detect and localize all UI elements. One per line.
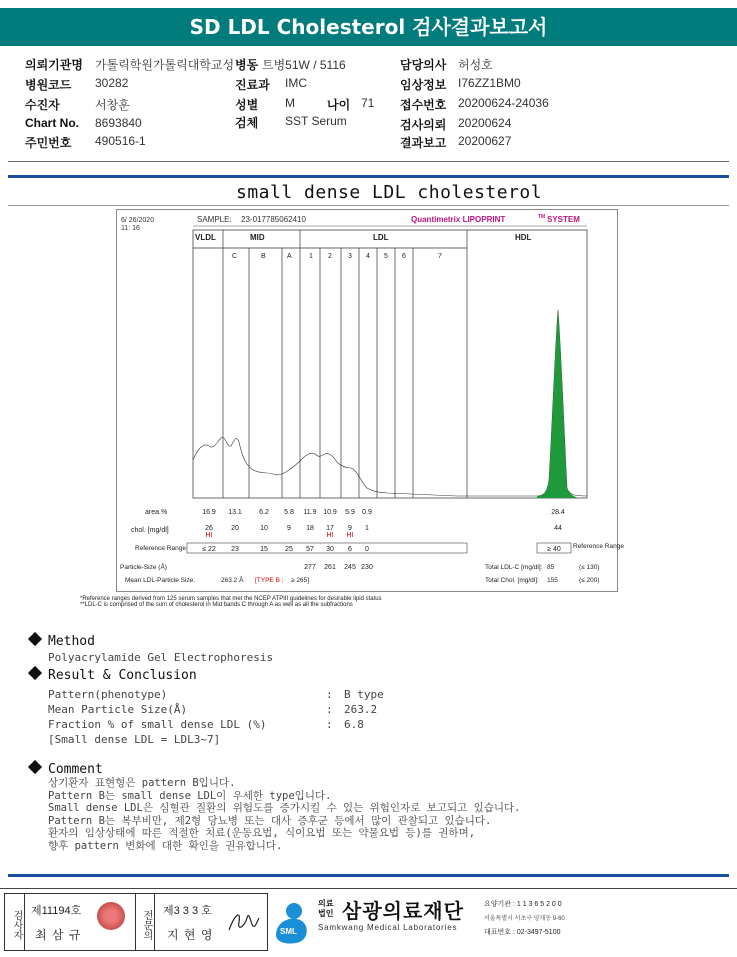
- ref-value: 6: [348, 546, 352, 553]
- receipt-value: 20200624-24036: [458, 96, 549, 110]
- total-ldl-ref: (≤ 130): [579, 564, 600, 571]
- plot-frame: [193, 230, 587, 498]
- ref-value: 25: [285, 546, 293, 553]
- org-phone: 대표번호 : 02-3497-5100: [484, 929, 561, 936]
- result-note: [Small dense LDL = LDL3~7]: [48, 733, 221, 746]
- band-area-4: [193, 437, 457, 498]
- footer: [0, 888, 737, 954]
- chart-date: 6/ 26/2020: [121, 217, 155, 224]
- result-row-value: 6.8: [344, 718, 364, 731]
- brand-tm: TM: [538, 214, 546, 220]
- org-english-name: Samkwang Medical Laboratories: [318, 923, 458, 932]
- band-area-a: [193, 437, 457, 498]
- age-label: 나이: [327, 98, 351, 112]
- band-area-c: [193, 437, 457, 498]
- row-label-ref-right: Reference Range: [573, 543, 624, 550]
- band-label-3: 3: [348, 253, 352, 260]
- area-value: 10.9: [323, 509, 337, 516]
- band-label-2: 2: [328, 253, 332, 260]
- ref-value: 30: [326, 546, 334, 553]
- result-rows: [48, 687, 450, 732]
- chol-value: 9: [287, 525, 291, 532]
- sex-value: M: [285, 96, 295, 110]
- patient-value: 서창훈: [95, 98, 130, 112]
- result-row-label: Fraction % of small dense LDL (%): [48, 718, 267, 731]
- area-value: 11.9: [303, 509, 317, 516]
- area-value: 6.2: [259, 509, 269, 516]
- comment-lines: [48, 777, 720, 853]
- chol-value: 17: [326, 525, 334, 532]
- mean-ref: ≥ 265]: [291, 577, 310, 584]
- mean-size-value: 263.2 Å: [221, 577, 244, 584]
- specialist-number: 제3 3 3 호: [163, 905, 212, 917]
- specialist-label: 전문의: [135, 894, 155, 950]
- lipoprint-chart: [116, 209, 624, 592]
- band-label-a: A: [287, 253, 292, 260]
- clinical-label: 임상정보: [400, 78, 447, 92]
- hospital-code-value: 30282: [95, 76, 129, 90]
- chol-value: 10: [260, 525, 268, 532]
- brand-suffix: SYSTEM: [547, 215, 580, 224]
- patient-label: 수진자: [25, 98, 60, 112]
- id-value: 490516-1: [95, 134, 146, 148]
- dept-value: IMC: [285, 76, 307, 90]
- sml-logo-icon: [272, 899, 312, 945]
- footnote-1: *Reference ranges derived from 125 serum samples that met the NCEP ATPIII guidelines for desirable lipid status: [80, 596, 382, 602]
- profile-outline: [193, 310, 587, 496]
- section-title: small dense LDL cholesterol: [236, 182, 543, 203]
- lipoprint-svg: [117, 210, 624, 591]
- hi-flag: HI: [326, 532, 334, 539]
- ref-value: 57: [306, 546, 314, 553]
- total-ldl-value: 85: [547, 564, 555, 571]
- band-area-b: [193, 437, 457, 498]
- row-label-particle: Particle-Size (Å): [120, 564, 167, 571]
- id-label: 주민번호: [25, 136, 72, 150]
- total-ldl-label: Total LDL-C [mg/dl]:: [485, 564, 543, 571]
- result-row: [48, 702, 450, 717]
- institution-label: 의뢰기관명: [25, 58, 83, 72]
- specimen-label: 검체: [235, 116, 259, 130]
- footnote-2: **LDL-C is comprised of the sum of cholesterol in Mid bands C through A as well as all the subfractions: [80, 602, 353, 608]
- result-row-colon: :: [326, 718, 333, 731]
- band-label-7: 7: [438, 253, 442, 260]
- profile-curves: [193, 310, 587, 498]
- hi-flag: HI: [205, 532, 213, 539]
- sample-label: SAMPLE:: [197, 215, 232, 224]
- comment-line: Pattern B는 복부비만, 제2형 당뇨병 또는 대사 증후군 등에서 많이 관찰되고 있습니다.: [48, 814, 492, 827]
- total-chol-ref: (≤ 200): [579, 577, 600, 584]
- method-text: Polyacrylamide Gel Electrophoresis: [48, 651, 274, 664]
- result-row: [48, 717, 450, 732]
- total-chol-label: Total Chol. [mg/dl]:: [485, 577, 539, 584]
- area-value: 13.1: [228, 509, 242, 516]
- comment-line: Pattern B는 small dense LDL이 우세한 type입니다.: [48, 789, 332, 802]
- mean-type: [TYPE B ;: [255, 577, 284, 584]
- chol-value: 20: [231, 525, 239, 532]
- area-value: 0.9: [362, 509, 372, 516]
- chol-value: 18: [306, 525, 314, 532]
- doctor-label: 담당의사: [400, 58, 447, 72]
- row-label-mean: Mean LDL-Particle Size:: [125, 577, 196, 584]
- signature-icon: [225, 904, 261, 938]
- title-underline: [8, 205, 729, 206]
- result-row-colon: :: [326, 688, 333, 701]
- band-label-5: 5: [384, 253, 388, 260]
- comment-section: [30, 762, 720, 853]
- total-chol-value: 155: [547, 577, 558, 584]
- clinical-value: I76ZZ1BM0: [458, 76, 521, 90]
- band-area-3: [193, 437, 457, 498]
- ref-value: 0: [365, 546, 369, 553]
- sample-value: 23-017785062410: [241, 215, 306, 224]
- band-label-1: 1: [309, 253, 313, 260]
- diamond-bullet-icon: [28, 632, 42, 646]
- bottom-blue-rule: [8, 874, 729, 877]
- particle-size-value: 277: [304, 564, 316, 571]
- sex-label: 성별: [235, 98, 259, 112]
- row-label-ref: Reference Range: [135, 545, 186, 552]
- comment-heading: Comment: [48, 762, 103, 777]
- top-blue-rule: [8, 175, 729, 178]
- chol-value: 9: [348, 525, 352, 532]
- row-label-area: area.%: [145, 509, 168, 516]
- org-code: 요양기관 : 1 1 3 6 5 2 0 0: [484, 901, 562, 908]
- band-area-5-7: [193, 437, 457, 498]
- ward-label: 병동: [235, 58, 259, 72]
- hospital-code-label: 병원코드: [25, 78, 72, 92]
- result-section: [30, 668, 450, 747]
- examiner-seal-icon: [97, 902, 125, 930]
- group-mid: MID: [250, 233, 265, 242]
- request-label: 검사의뢰: [400, 118, 447, 132]
- band-area-hdl: [537, 310, 577, 498]
- examiner-label: 검사자: [5, 894, 25, 950]
- chart-no-value: 8693840: [95, 116, 142, 130]
- band-label-b: B: [261, 253, 266, 260]
- dept-label: 진료과: [235, 78, 270, 92]
- examiner-number: 제11194호: [31, 905, 82, 917]
- info-divider: [8, 161, 729, 162]
- particle-size-value: 245: [344, 564, 356, 571]
- org-address: 서울특별시 서초구 양재동 9-60: [484, 916, 565, 922]
- diamond-bullet-icon: [28, 760, 42, 774]
- report-label: 결과보고: [400, 136, 447, 150]
- brand-name: Quantimetrix LIPOPRINT: [411, 215, 506, 224]
- area-value: 5.9: [345, 509, 355, 516]
- area-value: 16.9: [202, 509, 216, 516]
- particle-size-value: 230: [361, 564, 373, 571]
- result-heading: Result & Conclusion: [48, 668, 197, 683]
- result-row-colon: :: [326, 703, 333, 716]
- chol-value: 1: [365, 525, 369, 532]
- ref-value: 23: [231, 546, 239, 553]
- sml-logo-text: SML: [280, 927, 297, 936]
- method-heading: Method: [48, 634, 95, 649]
- specialist-name: 지 현 영: [167, 928, 214, 942]
- group-hdl: HDL: [515, 233, 532, 242]
- comment-line: 상기환자 표현형은 pattern B입니다.: [48, 777, 236, 789]
- ref-value: ≤ 22: [202, 546, 216, 553]
- hdl-chol-value: 44: [554, 525, 562, 532]
- band-label-c: C: [232, 253, 238, 260]
- chart-footnotes: [80, 596, 640, 608]
- org-prefix: 의료법인: [318, 899, 334, 918]
- institution-value: 가톨릭학원가톨릭대학교성: [95, 58, 235, 72]
- result-row-value: B type: [344, 688, 384, 701]
- request-value: 20200624: [458, 116, 512, 130]
- receipt-label: 접수번호: [400, 98, 447, 112]
- result-row: [48, 687, 450, 702]
- report-value: 20200627: [458, 134, 512, 148]
- band-area-2: [193, 437, 457, 498]
- particle-size-value: 261: [324, 564, 336, 571]
- diamond-bullet-icon: [28, 666, 42, 680]
- area-value: 5.8: [284, 509, 294, 516]
- hi-flag: HI: [346, 532, 354, 539]
- org-name: 삼광의료재단: [342, 899, 464, 923]
- result-row-label: Mean Particle Size(Å): [48, 703, 188, 716]
- specimen-value: SST Serum: [285, 114, 347, 128]
- doctor-value: 허성호: [458, 58, 493, 72]
- result-row-label: Pattern(phenotype): [48, 688, 168, 701]
- comment-line: Small dense LDL은 심혈관 질환의 위험도를 증가시킬 수 있는 위험인자로 보고되고 있습니다.: [48, 802, 521, 815]
- group-ldl: LDL: [373, 233, 389, 242]
- method-section: [30, 634, 273, 664]
- row-label-chol: chol. [mg/dl]: [131, 527, 169, 534]
- group-vldl: VLDL: [195, 233, 216, 242]
- band-dividers: [193, 230, 467, 498]
- age-value: 71: [361, 96, 375, 110]
- ward-value: 트병51W / 5116: [262, 58, 346, 72]
- comment-line: 환자의 임상상태에 따른 적절한 치료(운동요법, 식이요법 또는 약물요법 등)를 권하며,: [48, 827, 476, 840]
- ref-value: 15: [260, 546, 268, 553]
- result-row-value: 263.2: [344, 703, 378, 716]
- hdl-ref-value: ≥ 40: [547, 546, 561, 553]
- chart-no-label: Chart No.: [25, 116, 79, 130]
- band-area-1: [193, 437, 457, 498]
- chart-time: 11: 16: [121, 225, 140, 232]
- hdl-area-value: 28.4: [551, 509, 565, 516]
- chol-value: 26: [205, 525, 213, 532]
- examiner-name: 최 삼 규: [35, 928, 82, 942]
- report-title: SD LDL Cholesterol 검사결과보고서: [0, 8, 737, 46]
- comment-line: 향후 pattern 변화에 대한 확인을 권유합니다.: [48, 839, 283, 852]
- band-label-6: 6: [402, 253, 406, 260]
- band-label-4: 4: [366, 253, 370, 260]
- band-area-vldl: [193, 437, 457, 498]
- signature-box: [4, 893, 268, 951]
